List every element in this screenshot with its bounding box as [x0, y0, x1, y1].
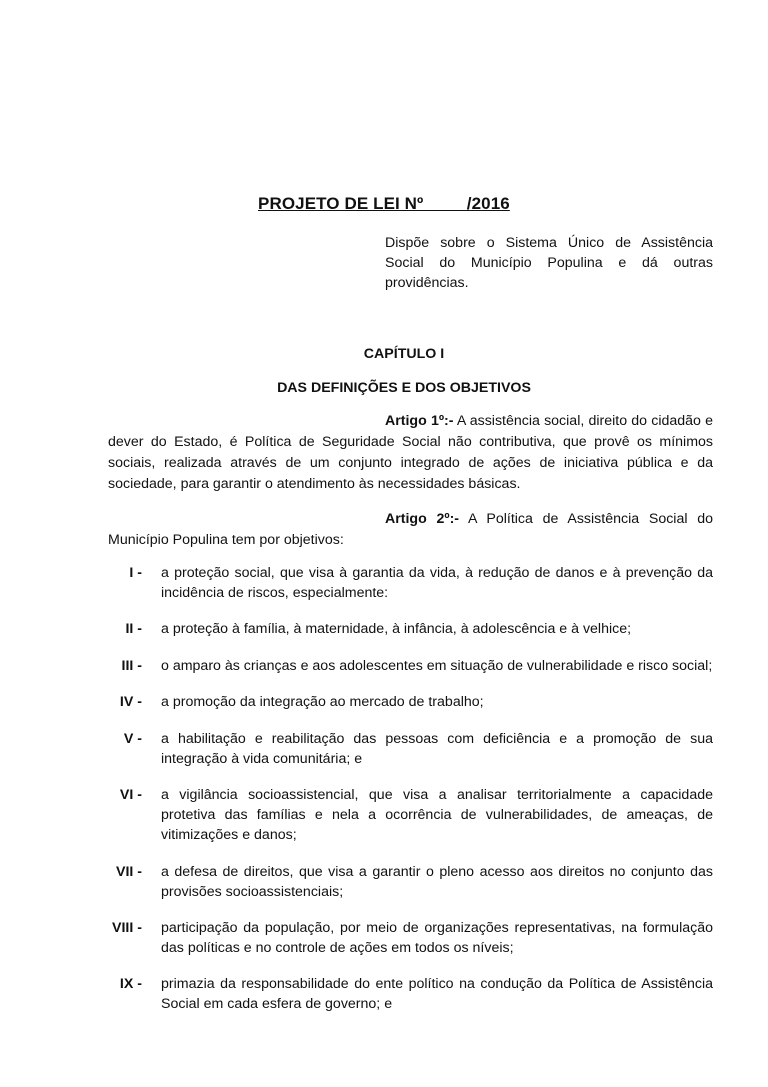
item-numeral: V -: [123, 731, 142, 747]
article-1: [108, 411, 713, 495]
item-text: a habilitação e reabilitação das pessoas com deficiência e a promoção de sua integração à vida comunitária; e: [161, 731, 713, 767]
item-text: a vigilância socioassistencial, que visa a analisar territorialmente a capacidade protetiva das famílias e nela a ocorrência de vulnerabilidades, de ameaças, de vitimizações e danos;: [161, 787, 713, 843]
item-numeral: II -: [125, 621, 142, 637]
item-text: a proteção à família, à maternidade, à infância, à adolescência e à velhice;: [161, 621, 632, 637]
article-label: Artigo 2º:-: [385, 511, 460, 527]
list-item: [108, 974, 713, 1014]
item-numeral: VII -: [115, 864, 142, 880]
list-item: [108, 619, 713, 639]
list-item: [108, 692, 713, 712]
item-text: o amparo às crianças e aos adolescentes em situação de vulnerabilidade e risco social;: [161, 658, 713, 674]
list-item: [108, 785, 713, 845]
item-numeral: III -: [121, 658, 142, 674]
article-label: Artigo 1º:-: [385, 413, 454, 429]
list-item: [108, 656, 713, 676]
article-text: A Política de Assistência Social do Município Populina tem por objetivos:: [108, 511, 714, 548]
item-numeral: IX -: [119, 976, 142, 992]
item-text: a defesa de direitos, que visa a garantir o pleno acesso aos direitos no conjunto das provisões socioassistenciais;: [161, 864, 713, 900]
item-text: a proteção social, que visa à garantia da vida, à redução de danos e à prevenção da incidência de riscos, especialmente:: [161, 565, 713, 601]
item-numeral: I -: [129, 565, 142, 581]
list-item: [108, 563, 713, 603]
bill-title: PROJETO DE LEI Nº /2016: [258, 194, 510, 213]
bill-summary: Dispõe sobre o Sistema Único de Assistência Social do Município Populina e dá outras providências.: [385, 235, 713, 291]
item-text: primazia da responsabilidade do ente político na condução da Política de Assistência Social em cada esfera de governo; e: [161, 976, 713, 1012]
list-item: [108, 862, 713, 902]
list-item: [108, 729, 713, 769]
objectives-list: [108, 563, 713, 1014]
item-numeral: VI -: [119, 787, 142, 803]
chapter-subtitle: DAS DEFINIÇÕES E DOS OBJETIVOS: [277, 380, 531, 396]
chapter-heading: CAPÍTULO I: [363, 346, 445, 362]
list-item: [108, 918, 713, 958]
item-numeral: IV -: [119, 694, 142, 710]
item-text: participação da população, por meio de organizações representativas, na formulação das políticas e no controle de ações em todos os níveis;: [161, 920, 713, 956]
item-numeral: VIII -: [112, 920, 142, 936]
item-text: a promoção da integração ao mercado de trabalho;: [161, 694, 484, 710]
article-text: A assistência social, direito do cidadão e dever do Estado, é Política de Seguridade Social não contributiva, que provê os mínimos sociais, realizada através de um conjunto integrado de ações de iniciativa pública e da sociedade, para garantir o atendimento às necessidades básicas.: [108, 413, 713, 492]
article-2: [108, 509, 713, 551]
